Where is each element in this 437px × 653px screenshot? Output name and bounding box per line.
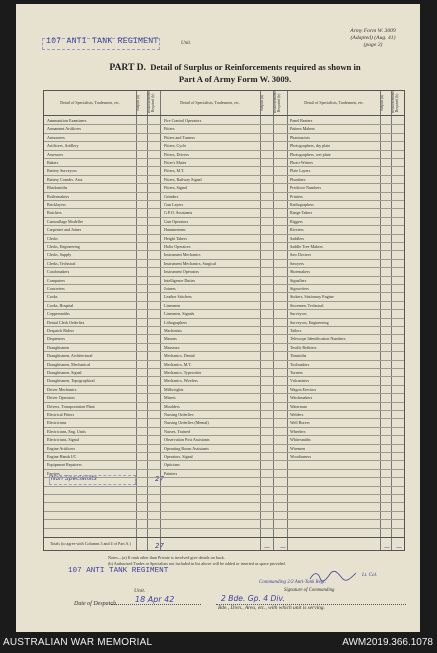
form-reference (334, 28, 412, 50)
specialist-entry: Equipment Repairers (47, 462, 82, 468)
row-divider (44, 351, 404, 352)
specialist-entry: Whitesmiths (290, 437, 311, 443)
row-divider (44, 200, 404, 201)
specialist-entry: Surveyors, Engineering (290, 319, 329, 325)
row-divider (44, 334, 404, 335)
specialist-entry: Coachmakers (47, 269, 70, 275)
specialist-entry: Stokers, Stationary Engine (290, 294, 334, 300)
row-divider (44, 393, 404, 394)
form-title (60, 62, 410, 84)
row-divider (44, 276, 404, 277)
row-divider (44, 183, 404, 184)
column-divider (147, 91, 148, 550)
col-header-main-1: Detail of Specialists, Tradesmen, etc. (60, 99, 120, 105)
specialist-entry: Height Takers (164, 235, 187, 241)
specialist-entry: Welders (290, 412, 304, 417)
specialist-entry: Linesmen (164, 302, 181, 308)
specialist-entry: Driver Mechanics (47, 386, 77, 392)
specialist-entry: Storemen, Technical (290, 302, 324, 308)
totals-dash: — (280, 544, 286, 551)
row-divider (44, 208, 404, 209)
specialist-entry: Fitters, M.T. (164, 168, 185, 174)
specialist-entry: Fitters (164, 126, 175, 132)
specialist-entry: Wiremen (290, 445, 306, 451)
column-divider (136, 91, 137, 550)
specialist-entry: Riveters (290, 227, 304, 233)
specialist-entry: Saddle Tree Makers (290, 244, 323, 249)
row-divider (44, 141, 404, 142)
column-divider (380, 91, 381, 550)
specialist-entry: Holio Operators (164, 244, 191, 249)
header-divider (44, 115, 404, 116)
specialist-entry: Pattern Makers (290, 126, 315, 132)
specialist-entry: Nursing Orderlies (164, 412, 194, 417)
specialist-entry: Tinsmiths (290, 353, 307, 359)
specialist-entry: Saw Doctors (290, 252, 312, 258)
specialist-entry: Fitters, Signal (164, 185, 187, 191)
row-divider (44, 385, 404, 386)
specialist-entry: G.P.O. Assistants (164, 210, 193, 216)
totals-label: Totals (to agree with Columns 3 and 4 of Part A.) (50, 541, 131, 546)
specialist-entry: Observation Post Assistants (164, 437, 210, 443)
specialist-entry: Signallers (290, 277, 307, 283)
row-divider (44, 519, 404, 520)
specialist-entry: Clerks, Engineering (47, 244, 80, 249)
row-divider (44, 486, 404, 487)
column-divider (391, 91, 392, 550)
specialist-entry: Mechanics, Dental (164, 353, 195, 359)
notes (108, 555, 286, 568)
specialist-entry: Toolmakers (290, 361, 310, 367)
specialist-entry: Cooks, Hospital (47, 302, 74, 308)
totals-dash: — (396, 544, 402, 551)
specialist-entry: Mechanics, Typewriter (164, 370, 202, 375)
row-divider (44, 124, 404, 125)
form-page (16, 4, 420, 632)
unit-name-typed: 107 ANTI TANK REGIMENT (46, 37, 159, 46)
specialist-entry: Riggers (290, 218, 303, 224)
row-divider (44, 528, 404, 529)
row-divider (44, 250, 404, 251)
specialist-entry: Opticians (164, 462, 180, 468)
specialist-entry: Engine Hands I/C (47, 454, 77, 459)
specialist-entry: Driver Operators (47, 395, 75, 401)
row-divider (44, 435, 404, 436)
specialist-entry: Drivers, Transportation Plant (47, 403, 95, 409)
row-divider (44, 158, 404, 159)
specialist-entry: Draughtsmen (47, 344, 70, 350)
row-divider (44, 284, 404, 285)
specialist-entry: Photo-Writers (290, 160, 314, 165)
col-header-surplus-1: Surplus (a) (136, 95, 140, 111)
commanding-text: Commanding 2/2 Anti-Tank Regt. (259, 580, 326, 585)
specialist-entry: Waterman (290, 403, 307, 409)
specialist-entry: Electricians (47, 420, 67, 426)
specialist-entry: Artificers, Artillery (47, 143, 79, 149)
unit-label: Unit. (181, 41, 192, 46)
row-divider (44, 301, 404, 302)
specialist-entry: Miners (164, 395, 176, 401)
bde-value: 2 Bde. Gp. 4 Div. (221, 594, 285, 603)
specialist-entry: Moulders (164, 403, 180, 409)
non-specialists-entry: Non Specialists (51, 475, 97, 482)
form-ref-line: (page 2) (363, 42, 383, 49)
specialist-entry: Signwriters (290, 286, 309, 291)
form-ref-line: Army Form W. 3009 (350, 28, 396, 34)
specialist-entry: Fitter's Mates (164, 160, 187, 165)
row-divider (44, 192, 404, 193)
specialist-entry: Turners (290, 370, 303, 375)
non-specialists-count: 27 (155, 475, 164, 483)
row-divider (44, 318, 404, 319)
col-header-main-3: Detail of Specialists, Tradesmen, etc. (304, 99, 364, 105)
row-divider (44, 427, 404, 428)
note-line: Notes—(a) If rank other than Private is involved give details on back. (108, 555, 225, 560)
specialist-entry: Range Takers (290, 210, 313, 216)
specialist-entry: Joiners (164, 286, 176, 291)
column-divider (260, 91, 261, 550)
row-divider (44, 133, 404, 134)
specialist-entry: Woodturners (290, 454, 312, 459)
specialist-entry: Draughtsmen, Mechanical (47, 361, 91, 367)
specialist-entry: Dental Clerk Orderlies (47, 319, 85, 325)
specialist-entry: Fitters, Drivers (164, 151, 189, 157)
specialist-entry: Plumbers (290, 176, 306, 182)
row-divider (44, 217, 404, 218)
specialist-entry: Bricklayers (47, 202, 66, 207)
specialist-entry: Nurses, Trained (164, 428, 190, 434)
date-value: 18 Apr 42 (135, 595, 175, 604)
specialist-entry: Camouflage Modeller (47, 218, 84, 224)
unit-label-bottom: Unit. (134, 588, 146, 594)
column-divider (273, 91, 274, 550)
specialist-entry: Butchers (47, 210, 62, 216)
signature-label: Signature of Commanding (284, 588, 335, 593)
date-label: Date of Despatch (74, 601, 116, 607)
date-line (111, 604, 201, 605)
specialist-entry: Linesmen, Signals (164, 311, 195, 317)
note-line: (b) Authorised Trades or Specialists not included in list above will be added or inserted as space provided. (108, 561, 286, 567)
footer-bar (0, 634, 437, 653)
row-divider (44, 469, 404, 470)
title-line1: Detail of Surplus or Reinforcements required as shown in (150, 62, 361, 72)
specialists-table (43, 90, 405, 551)
specialist-entry: Grinders (164, 193, 179, 199)
specialist-entry: Photographers, dry plate (290, 143, 331, 149)
specialist-entry: Carpenter and Joiner (47, 227, 82, 233)
row-divider (44, 225, 404, 226)
specialist-entry: Wagon Erectors (290, 386, 317, 392)
column-divider (160, 91, 161, 550)
row-divider (44, 376, 404, 377)
col-header-reinf-3: Reinforcements Required (b) (391, 90, 399, 113)
row-divider (44, 326, 404, 327)
specialist-entry: Fitters, Railway Signal (164, 176, 202, 182)
specialist-entry: Draughtsmen, Architectural (47, 353, 93, 359)
row-divider (44, 292, 404, 293)
specialist-entry: Plate Layers (290, 168, 311, 174)
totals-dash: — (384, 544, 390, 551)
specialist-entry: Saddlers (290, 235, 305, 241)
specialist-entry: Clerks, Technical (47, 260, 76, 266)
rank-label: Lt. Col. (362, 573, 378, 578)
row-divider (44, 234, 404, 235)
col-header-surplus-2: Surplus (a) (260, 95, 264, 111)
specialist-entry: Engine Artificers (47, 445, 76, 451)
row-divider (44, 267, 404, 268)
row-divider (44, 360, 404, 361)
part-label: PART D. (109, 62, 146, 73)
specialist-entry: Blacksmiths (47, 185, 68, 191)
specialist-entry: Telescope Identification Numbers (290, 336, 346, 342)
specialist-entry: Farriers (47, 470, 60, 476)
footer-accession-number: AWM2019.366.1078 (342, 637, 433, 648)
specialist-entry: Predictor Numbers (290, 185, 322, 191)
specialist-entry: Surveyors (290, 311, 307, 317)
specialist-entry: Gun Layers (164, 202, 184, 207)
specialist-entry: Computers (47, 277, 65, 283)
specialist-entry: Fitters, Cycle (164, 143, 187, 149)
row-divider (44, 175, 404, 176)
row-divider (44, 259, 404, 260)
specialist-entry: Well Borers (290, 420, 310, 426)
specialist-entry: Battery Surveyors (47, 168, 77, 174)
totals-dash: — (264, 544, 270, 551)
specialist-entry: Draughtsmen, Signal (47, 370, 82, 375)
row-divider (44, 368, 404, 369)
specialist-entry: Wheelers (290, 428, 306, 434)
footer-institution: AUSTRALIAN WAR MEMORIAL (3, 637, 153, 648)
specialist-entry: Machinists (164, 328, 182, 333)
totals-divider (44, 537, 404, 538)
specialist-entry: Boilermakers (47, 193, 70, 199)
specialist-entry: Operators, Signal (164, 454, 193, 459)
specialist-entry: Watchmakers (290, 395, 313, 401)
specialist-entry: Millwrights (164, 386, 184, 392)
specialist-entry: Tailors (290, 328, 302, 333)
row-divider (44, 494, 404, 495)
row-divider (44, 402, 404, 403)
specialist-entry: Radiographers (290, 202, 314, 207)
specialist-entry: Printers (290, 193, 303, 199)
col-header-surplus-3: Surplus (a) (380, 95, 384, 111)
specialist-entry: Masons (164, 336, 177, 342)
row-divider (44, 511, 404, 512)
specialist-entry: Armament Artificers (47, 126, 81, 132)
column-divider (287, 91, 288, 550)
specialist-entry: Electrical Fitters (47, 412, 75, 417)
row-divider (44, 410, 404, 411)
specialist-entry: Concreters (47, 286, 65, 291)
totals-reinf-value: 27 (155, 542, 164, 550)
specialist-entry: Electricians, Signal (47, 437, 79, 443)
specialist-entry: Battery Comdrs. Asst. (47, 176, 84, 182)
specialist-entry: Assessors (47, 151, 64, 157)
specialist-entry: Operating Room Assistants (164, 445, 209, 451)
specialist-entry: Sawyers (290, 260, 304, 266)
specialist-entry: Painters (164, 470, 178, 476)
col-header-main-2: Detail of Specialists, Tradesmen, etc. (180, 99, 240, 105)
specialist-entry: Pharmacists (290, 134, 310, 140)
specialist-entry: Masseurs (164, 344, 180, 350)
specialist-entry: Cooks (47, 294, 58, 300)
specialist-entry: Armourers (47, 134, 65, 140)
title-line2: Part A of Army Form W. 3009. (178, 73, 292, 84)
specialist-entry: Clerks (47, 235, 58, 241)
specialist-entry: Despatch Riders (47, 328, 74, 333)
specialist-entry: Hammermen (164, 227, 186, 233)
specialist-entry: Textile Refitters (290, 344, 317, 350)
specialist-entry: Shoemakers (290, 269, 311, 275)
row-divider (44, 460, 404, 461)
col-header-reinf-2: Reinforcements Required (b) (273, 90, 281, 113)
col-header-reinf-1: Reinforcements Required (b) (147, 90, 155, 113)
row-divider (44, 242, 404, 243)
bde-label: Bde., Divn., Area, etc., with which unit is serving. (218, 605, 325, 611)
row-divider (44, 418, 404, 419)
specialist-entry: Nursing Orderlies (Mental) (164, 420, 209, 426)
specialist-entry: Mechanics, M.T. (164, 361, 192, 367)
specialist-entry: Leather Stitchers (164, 294, 192, 300)
specialist-entry: Instrument Operators (164, 269, 199, 275)
specialist-entry: Instrument Mechanics, Surgical (164, 260, 217, 266)
specialist-entry: Electricians, Eng. Units (47, 428, 86, 434)
specialist-entry: Photographers, wet plate (290, 151, 331, 157)
row-divider (44, 166, 404, 167)
row-divider (44, 502, 404, 503)
specialist-entry: Fire Control Operators (164, 118, 202, 123)
specialist-entry: Draughtsmen, Topographical (47, 378, 95, 384)
row-divider (44, 477, 404, 478)
row-divider (44, 343, 404, 344)
specialist-entry: Dispensers (47, 336, 65, 342)
specialist-entry: Vulcanisers (290, 378, 310, 384)
row-divider (44, 452, 404, 453)
specialist-entry: Instrument Mechanics (164, 252, 201, 258)
row-divider (44, 444, 404, 445)
specialist-entry: Clerks, Supply (47, 252, 72, 258)
row-divider (44, 150, 404, 151)
specialist-entry: Ammunition Examiners (47, 118, 87, 123)
specialist-entry: Coppersmiths (47, 311, 70, 317)
row-divider (44, 309, 404, 310)
specialist-entry: Mechanics, Wireless (164, 378, 198, 384)
form-ref-line: (Adapted) (Aug. 41) (350, 35, 396, 42)
specialist-entry: Gun Operators (164, 218, 189, 224)
signature-unit-typed: 107 ANTI TANK REGIMENT (68, 567, 169, 575)
specialist-entry: Panel Beaters (290, 118, 313, 123)
specialist-entry: Bakers (47, 160, 59, 165)
specialist-entry: Intelligence Duties (164, 277, 196, 283)
specialist-entry: Lithographers (164, 319, 187, 325)
specialist-entry: Fitters and Turners (164, 134, 195, 140)
